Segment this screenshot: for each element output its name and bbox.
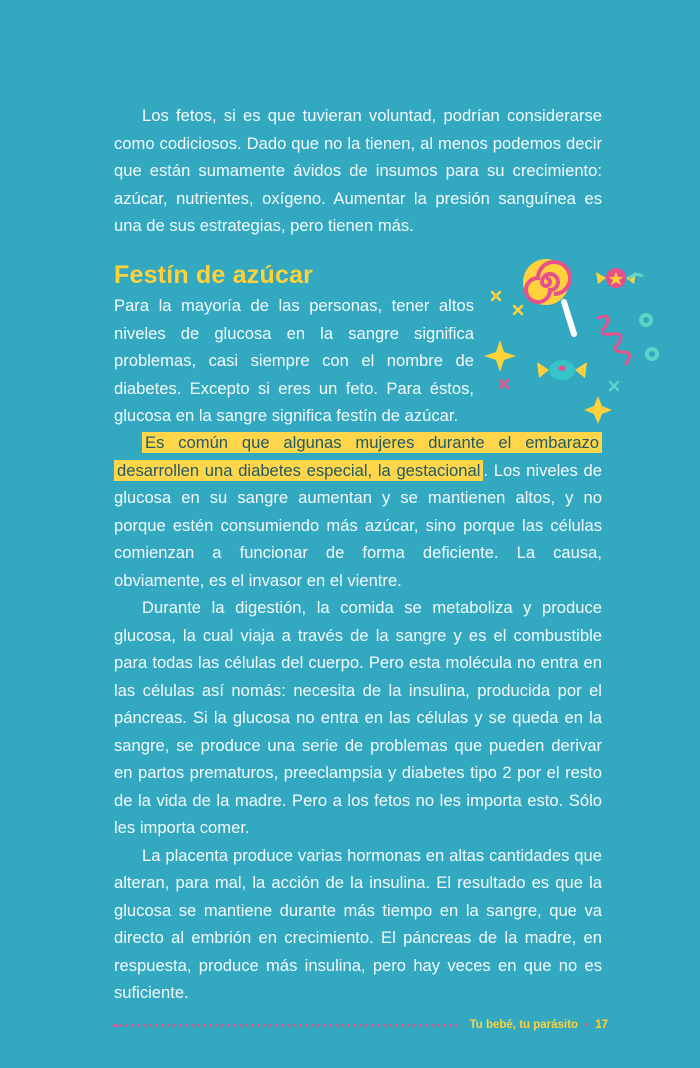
paragraph-continuation: . Los niveles de glucosa en su sangre aumentan y se mantienen altos, y no porque estén consumiendo más azúcar, sino porque las células comienzan a funcionar de forma deficiente. La causa, obviamente, es el invasor en el vientre. [114,460,602,590]
running-title: Tu bebé, tu parásito [469,1019,578,1031]
lollipop-icon [523,259,574,334]
body-text-block [114,429,602,1007]
section-intro-paragraph: Para la mayoría de las personas, tener altos niveles de glucosa en la sangre significa problemas, casi siempre con el nombre de diabetes. Excepto si eres un feto. Para éstos, glucosa en la sangre significa festín de azúcar. [114,296,474,425]
sparkle-icon [610,382,618,390]
opening-paragraph-block [114,102,602,240]
candy-illustration [480,250,680,430]
sparkle-icon [492,292,522,314]
page-footer [114,1016,608,1034]
page-number: 17 [595,1019,608,1031]
sparkle-icon [500,380,508,388]
paragraph: Durante la digestión, la comida se metaboliza y produce glucosa, la cual viaja a través de la sangre y es el combustible para todas las células del cuerpo. Pero esta molécula no entra en las células así nomás: necesita de la insulina, producida por el páncreas. Si la glucosa no entra en las células y se queda en la sangre, se produce una serie de problemas que pueden derivar en partos prematuros, preeclampsia y diabetes tipo 2 por el resto de la vida de la madre. Pero a los fetos no les importa esto. Sólo les importa comer. [114,598,602,837]
sparkle-icon [584,396,612,424]
paragraph [114,429,602,594]
paragraph: La placenta produce varias hormonas en altas cantidades que alteran, para mal, la acción de la insulina. El resultado es que la glucosa se mantiene durante más tiempo en la sangre, que va directo al embrión en crecimiento. El páncreas de la madre, en respuesta, produce más insulina, pero hay veces en que no es suficiente. [114,845,602,1002]
section-heading: Festín de azúcar [114,261,314,289]
dotted-divider [114,1024,458,1027]
spiral-icon [598,316,630,364]
highlighted-text: Es común que algunas mujeres durante el embarazo desarrollen una diabetes especial, la gestacional [114,432,602,481]
footer-separator: • [584,1019,588,1031]
sparkle-icon [484,340,516,372]
wrapped-candy-icon [537,360,587,380]
paragraph: Los fetos, si es que tuvieran voluntad, podrían considerarse como codiciosos. Dado que no la tienen, al menos podemos decir que están sumamente ávidos de insumos para su crecimiento: azúcar, nutrientes, oxígeno. Aumentar la presión sanguínea es una de sus estrategias, pero tienen más. [114,106,602,235]
